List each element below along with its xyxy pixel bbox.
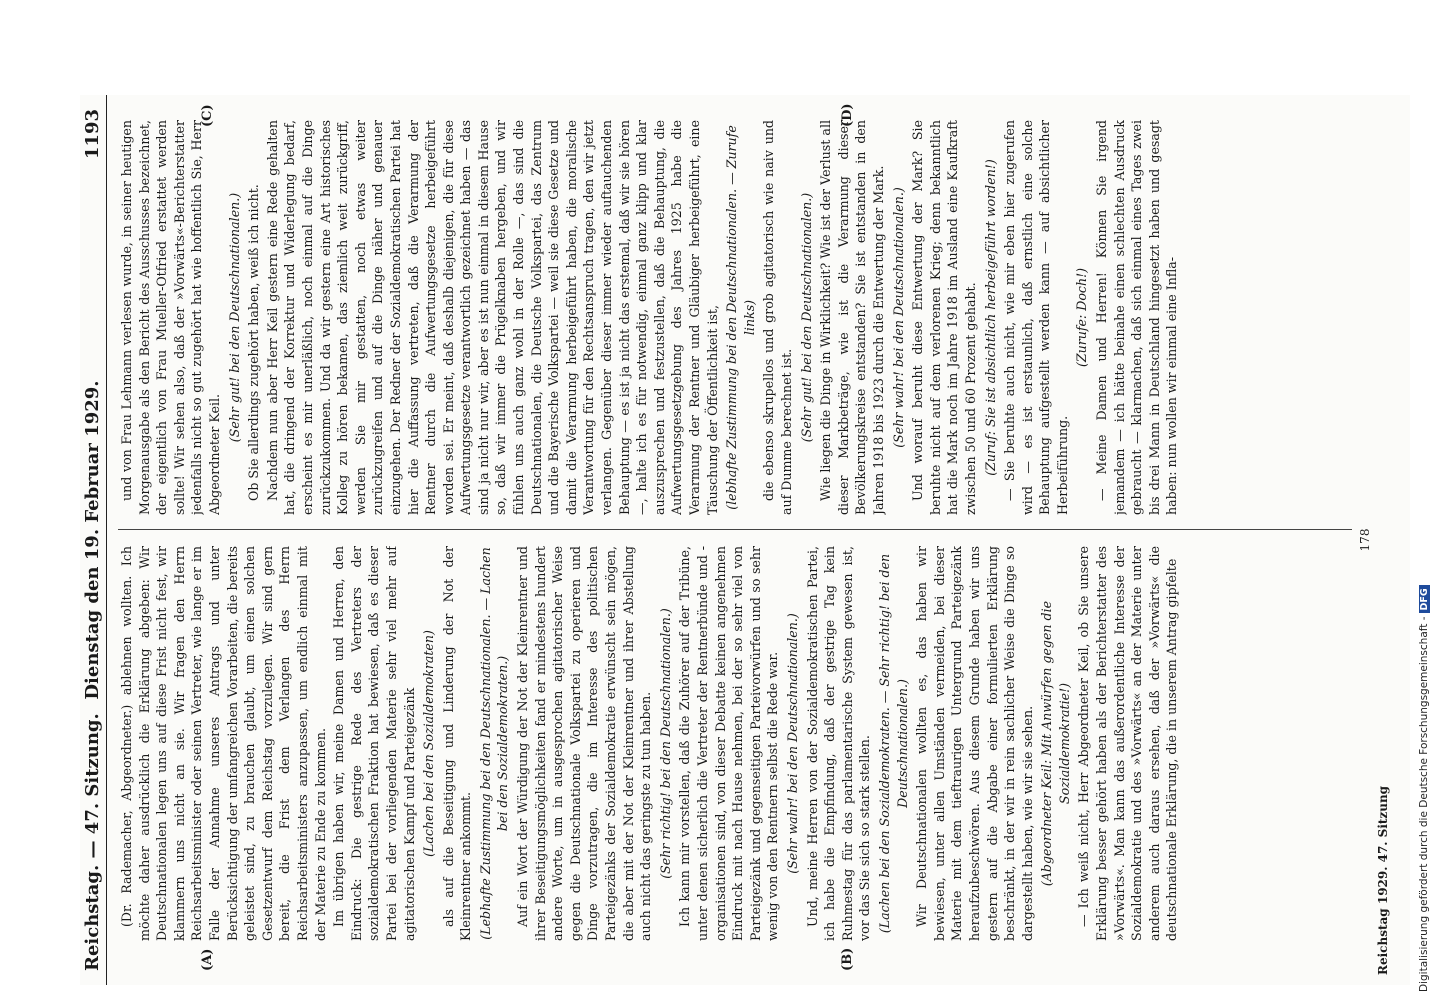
paragraph: — Ich weiß nicht, Herr Abgeordneter Keil, ob Sie unsere Erklärung besser gehört haben als der Berichterstatter des »Vorwärts«. Man kann das außerordentliche Interesse der Sozialdemokratie und des »Vorwärts« an der Materie unter anderem auch daraus ersehen, daß der »Vorwärts« die deutschnationale Erklärung, die in unserem Antrag gipfelte bbox=[1076, 546, 1180, 941]
margin-marker-b: (B) bbox=[840, 947, 855, 971]
footer-source: Reichstag 1929. 47. Sitzung bbox=[1376, 785, 1390, 975]
paragraph: und von Frau Lehmann verlesen wurde, in seiner heutigen Morgenausgabe als den Bericht des Ausschusses bezeichnet, der eigentlich von Frau Mueller-Otfried erstattet werden sollte! Wir sehen also, daß der »Vorwärts«-Berichterstatter jedenfalls nicht so gut zugehört hat wie hoffentlich Sie, Herr Abgeordneter Keil. bbox=[119, 120, 222, 515]
interjection: (Sehr wahr! bei den Deutschnationalen.) bbox=[784, 613, 800, 874]
paragraph: Und, meine Herren von der Sozialdemokratischen Partei, ich habe die Empfindung, daß der gestrige Tag kein Ruhmestag für das parlamentarische System gewesen ist, vor das Sie sich so stark stellen. bbox=[804, 546, 873, 941]
header-page-number: 1193 bbox=[82, 109, 103, 160]
interjection: (Sehr gut! bei den Deutschnationalen.) bbox=[226, 192, 242, 443]
left-column bbox=[118, 546, 1350, 941]
paragraph: (Dr. Rademacher, Abgeordneter.) ablehnen wollten. Ich möchte daher ausdrücklich die Erklärung abgeben: Wir Deutschnationalen legen uns auf diese Frist nicht fest, wir klammern uns nicht an sie. Wir fragen den Herrn Reichsarbeitsminister oder seinen Vertreter, wie lange er im Falle der Annahme unseres Antrags und unter Berücksichtigung der umfangreichen Vorarbeiten, die bereits geleistet sind, zu brauchen glaubt, um einen solchen Gesetzentwurf dem Reichstag vorzulegen. Wir sind gern bereit, die Frist dem Verlangen des Herrn Reichsarbeitsministers anzupassen, um endlich einmal mit der Materie zu Ende zu kommen. bbox=[119, 546, 328, 941]
header-date: Dienstag den 19. Februar 1929. bbox=[82, 380, 103, 700]
interjection: (Lebhafte Zustimmung bei den Deutschnationalen. — Lachen bei den Sozialdemokraten.) bbox=[477, 547, 511, 940]
interjection: (Lachen bei den Sozialdemokraten) bbox=[421, 630, 437, 857]
interjection: (Zurufe: Doch!) bbox=[1074, 267, 1090, 368]
interjection: (Sehr wahr! bei den Deutschnationalen.) bbox=[890, 187, 906, 448]
paragraph: Auf ein Wort der Würdigung der Not der Kleinrentner und ihrer Beseitigungsmöglichkeiten fand er mindestens hundert andere Worte, um in ausgesprochen agitatorischer Weise gegen die Deutschnationale Volkspartei zu operieren und Dinge vorzutragen, die im Interesse des politischen Parteigezänks der Sozialdemokratie erwünscht sein mögen, die aber mit der Not der Kleinrentner und ihrer Abstellung auch nicht das geringste zu tun haben. bbox=[515, 546, 654, 941]
credit-text: Digitalisierung gefördert durch die Deutsche Forschungsgemeinschaft - bbox=[1418, 616, 1430, 992]
column-divider bbox=[118, 529, 1352, 530]
paragraph: die ebenso skrupellos und grob agitatorisch wie naiv und auf Dumme berechnet ist. bbox=[761, 120, 794, 515]
right-column bbox=[118, 120, 1350, 515]
interjection: (Zuruf: Sie ist absichtlich herbeigeführt worden!) bbox=[982, 159, 998, 476]
paragraph: Wir Deutschnationalen wollten es, das haben wir bewiesen, unter allen Umständen vermeiden, bei dieser Materie mit dem tieftraurigen Untergrund Parteigezänk heraufzubeschwören. Aus diesem Grunde haben wir uns gestern auf die Abgabe einer formulierten Erklärung beschränkt, in der wir in rein sachlicher Weise die Dinge so dargestellt haben, wie wir sie sehen. bbox=[914, 546, 1035, 941]
document-page bbox=[80, 95, 1410, 985]
interjection: (Abgeordneter Keil: Mit Anwürfen gegen die Sozialdemokratie!) bbox=[1039, 600, 1072, 887]
paragraph: Und worauf beruht diese Entwertung der Mark? Sie beruhte nicht auf dem verlorenen Krieg; denn bekanntlich hat die Mark noch im Jahre 1918 im Ausland eine Kaufkraft zwischen 50 und 60 Prozent gehabt. bbox=[910, 120, 978, 515]
paragraph: Im übrigen haben wir, meine Damen und Herren, den Eindruck: Die gestrige Rede des Vertreters der sozialdemokratischen Fraktion hat bewiesen, daß es dieser Partei bei der vorliegenden Materie sehr viel mehr auf agitatorischen Kampf und Parteigezänk bbox=[331, 546, 417, 941]
paragraph: — Meine Damen und Herren! Können Sie irgend jemandem — ich hätte beinahe einen schlechten Ausdruck gebraucht — klarmachen, daß sich einmal eines Tages zwei bis drei Mann in Deutschland hingesetzt haben und gesagt haben: nun wollen wir einmal eine Infla- bbox=[1094, 120, 1180, 515]
paragraph: Ob Sie allerdings zugehört haben, weiß ich nicht. bbox=[246, 184, 262, 501]
footer-page-number: 178 bbox=[1358, 528, 1372, 552]
paragraph: Nachdem nun aber Herr Keil gestern eine Rede gehalten hat, die dringend der Korrektur und Widerlegung bedarf, erscheint es mir unerläßlich, noch einmal auf die Dinge zurückzukommen. Und da wir gestern eine Art historisches Kolleg zu hören bekamen, das ziemlich weit zurückgriff, werden Sie mir gestatten, noch etwas weiter zurückzugreifen und auf die Dinge näher und genauer einzugehen. Der Redner der Sozialdemokratischen Partei hat hier die Auffassung vertreten, daß die Verarmung der Rentner durch die Aufwertungsgesetze herbeigeführt worden sei. Er meint, daß deshalb diejenigen, die für diese Aufwertungsgesetze verantwortlich gezeichnet haben — das sind ja nicht nur wir, aber es ist nun einmal in diesem Hause so, daß wir immer die Prügelknaben hergeben, und wir fühlen uns auch ganz wohl in der Rolle —, das sind die Deutschnationalen, die Deutsche Volkspartei, das Zentrum und die Bayerische Volkspartei — weil sie diese Gesetze und damit die Verarmung herbeigeführt haben, die moralische Verantwortung für den Rechtsanspruch tragen, den wir jetzt verlangen. Gegenüber dieser immer wieder auftauchenden Behauptung — es ist ja nicht das erstemal, daß wir sie hören —, halte ich es für notwendig, einmal ganz klipp und klar auszusprechen und festzustellen, daß die Behauptung, die Aufwertungsgesetzgebung des Jahres 1925 habe die Verarmung der Rentner und Gläubiger herbeigeführt, eine Täuschung der Öffentlichkeit ist, bbox=[264, 120, 720, 515]
paragraph: Wie liegen die Dinge in Wirklichkeit? Wie ist der Verlust all dieser Markbeträge, wie ist die Verarmung dieser Bevölkerungskreise entstanden? Sie ist entstanden in den Jahren 1918 bis 1923 durch die Entwertung der Mark. bbox=[818, 120, 886, 515]
paragraph: als auf die Beseitigung und Linderung der Not der Kleinrentner ankommt. bbox=[440, 546, 474, 941]
header-session: Reichstag. — 47. Sitzung. bbox=[82, 713, 103, 971]
page-header bbox=[80, 95, 107, 985]
digitization-credit bbox=[1418, 12, 1434, 992]
interjection: (Sehr gut! bei den Deutschnationalen.) bbox=[798, 192, 814, 443]
interjection: (Lachen bei den Sozialdemokraten. — Sehr richtig! bei den Deutschnationalen.) bbox=[876, 553, 910, 934]
margin-marker-c: (C) bbox=[200, 104, 215, 127]
paragraph: Ich kann mir vorstellen, daß die Zuhörer auf der Tribüne, unter denen sicherlich die Vertreter der Rentnerbünde und -organisationen sind, von dieser Debatte keinen angenehmen Eindruck mit nach Hause nehmen, bei der so sehr viel von Parteigezänk und gegenseitigen Parteivorwürfen und so sehr wenig von den Rentnern selbst die Rede war. bbox=[677, 546, 781, 941]
interjection: (Sehr richtig! bei den Deutschnationalen.) bbox=[657, 608, 673, 879]
margin-marker-d: (D) bbox=[840, 103, 855, 127]
interjection: (lebhafte Zustimmung bei den Deutschnationalen. — Zurufe links) bbox=[724, 125, 757, 510]
dfg-logo: DFG bbox=[1419, 585, 1430, 613]
paragraph: — Sie beruhte auch nicht, wie mir eben hier zugerufen wird — es ist erstaunlich, daß ernstlich eine solche Behauptung aufgestellt werden kann — auf absichtlicher Herbeiführung. bbox=[1002, 120, 1070, 515]
margin-marker-a: (A) bbox=[200, 948, 215, 971]
